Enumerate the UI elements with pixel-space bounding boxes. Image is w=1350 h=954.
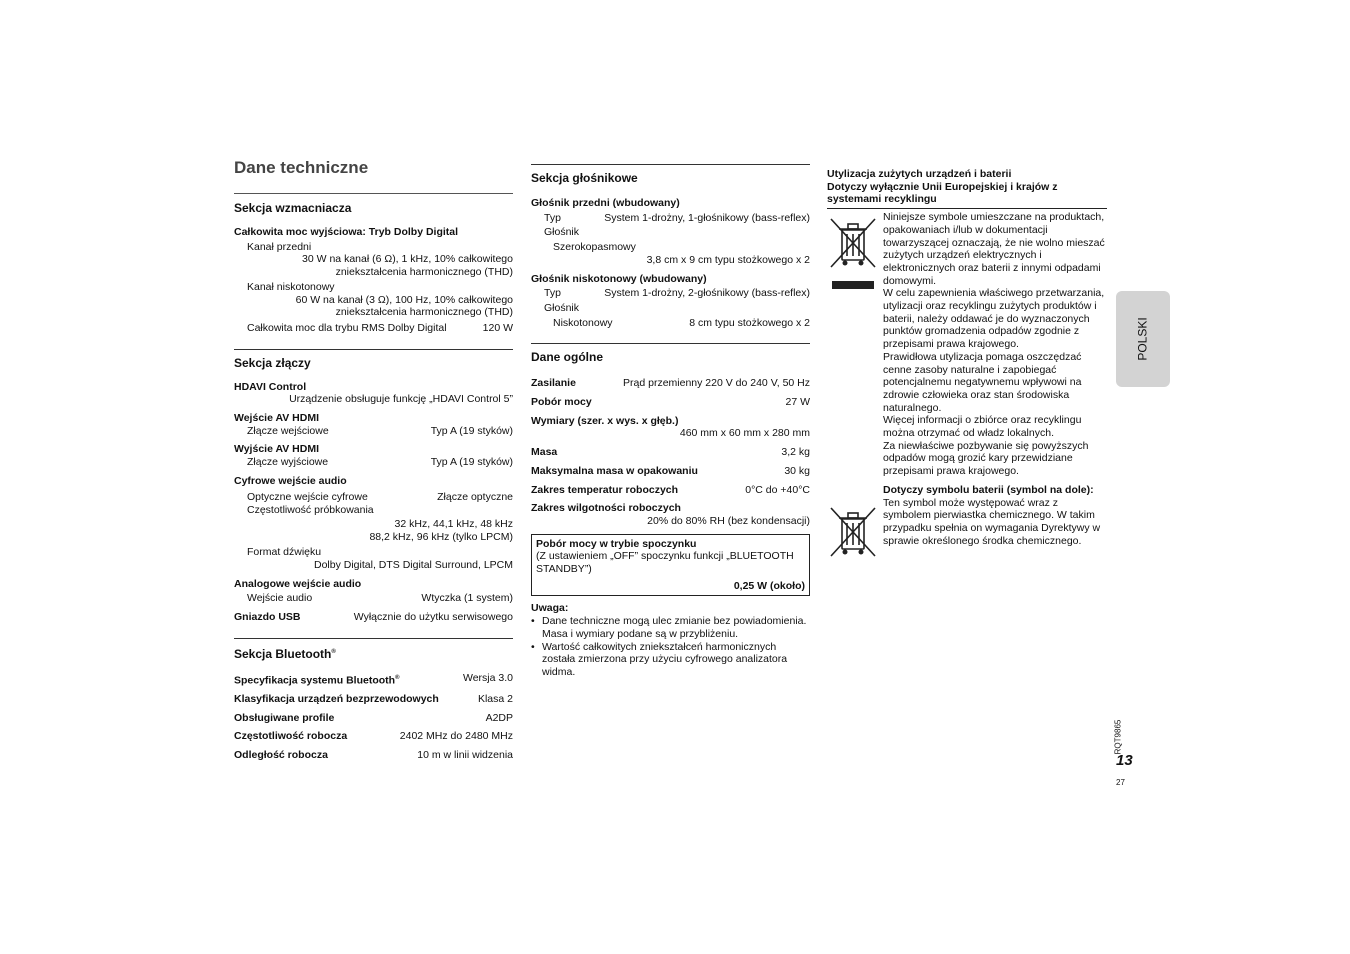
usb-row — [234, 611, 513, 624]
bt-spec-label: Specyfikacja systemu Bluetooth® — [234, 674, 400, 687]
notes-list — [531, 615, 810, 679]
sampling-label: Częstotliwość próbkowania — [247, 504, 374, 517]
bt-spec-row — [234, 672, 513, 687]
gen-maxmass-row — [531, 465, 810, 478]
gen-mass-value: 3,2 kg — [781, 446, 810, 459]
bt-dist-value: 10 m w linii widzenia — [417, 749, 513, 762]
spk-sub-type-value: System 1-drożny, 2-głośnikowy (bass-reflex) — [604, 287, 810, 300]
analog-value: Wtyczka (1 system) — [421, 592, 513, 605]
optical-label: Optyczne wejście cyfrowe — [247, 490, 368, 503]
spk-sub-label: Głośnik niskotonowy (wbudowany) — [531, 272, 707, 285]
standby-value: 0,25 W (około) — [733, 579, 805, 592]
amp-front-line1: 30 W na kanał (6 Ω), 1 kHz, 10% całkowitego — [302, 253, 513, 266]
optical-value: Złącze optyczne — [437, 490, 513, 503]
gen-mass-label: Masa — [531, 446, 558, 459]
gen-temp-label: Zakres temperatur roboczych — [531, 483, 679, 496]
recycle-heading-1: Utylizacja zużytych urządzeń i baterii — [827, 168, 1012, 180]
gen-power-row — [531, 377, 810, 390]
spk-woofer-value: 8 cm typu stożkowego x 2 — [689, 316, 810, 329]
page-title: Dane techniczne — [234, 150, 513, 194]
recycle-p3: Prawidłowa utylizacja pomaga oszczędzać cenne zasoby naturalne i zapobiegać potencjalnemu negatywnemu wpływowi na zdrowie człowieka oraz stan środowiska naturalnego. — [883, 350, 1082, 414]
gen-hum-value: 20% do 80% RH (bez kondensacji) — [647, 514, 810, 527]
spk-woofer-row — [531, 317, 810, 330]
gen-dim-label: Wymiary (szer. x wys. x głęb.) — [531, 414, 679, 427]
gen-temp-value: 0°C do +40°C — [745, 483, 810, 496]
gen-heading: Dane ogólne — [531, 350, 604, 365]
hdmi-out-row — [234, 456, 513, 469]
standby-title: Pobór mocy w trybie spoczynku — [536, 537, 697, 550]
bt-dist-label: Odległość robocza — [234, 749, 328, 762]
spk-wide-label: Szerokopasmowy — [553, 241, 636, 254]
bt-freq-label: Częstotliwość robocza — [234, 730, 348, 743]
gen-maxmass-value: 30 kg — [784, 464, 810, 477]
amp-rms-row — [234, 322, 513, 335]
hdavi-value: Urządzenie obsługuje funkcję „HDAVI Control 5” — [289, 393, 513, 406]
gen-cons-label: Pobór mocy — [531, 396, 592, 409]
gen-temp-row — [531, 484, 810, 497]
recycle-p2: W celu zapewnienia właściwego przetwarzania, utylizacji oraz recyklingu zużytych produktów i baterii, należy oddawać je do wyznaczonych punktów gromadzenia odpadów zgodnie z przepisami prawa krajowego. — [883, 287, 1105, 351]
doc-code-wrap — [1112, 718, 1126, 756]
sampling-line1: 32 kHz, 44,1 kHz, 48 kHz — [394, 517, 513, 530]
analog-row — [234, 592, 513, 605]
hdmi-in-sub: Złącze wejściowe — [247, 424, 329, 437]
battery-heading: Dotyczy symbolu baterii (symbol na dole): — [883, 483, 1094, 496]
bt-dist-row — [234, 749, 513, 762]
spk-sub-type-row — [531, 287, 810, 300]
digital-label: Cyfrowe wejście audio — [234, 474, 347, 487]
hdmi-out-value: Typ A (19 styków) — [430, 456, 513, 469]
spk-front-type-value: System 1-drożny, 1-głośnikowy (bass-reflex) — [604, 211, 810, 224]
conn-heading: Sekcja złączy — [234, 355, 311, 370]
amp-sub-line2: zniekształcenia harmonicznego (THD) — [335, 306, 513, 319]
spk-woofer-label: Niskotonowy — [553, 316, 613, 329]
gen-maxmass-label: Maksymalna masa w opakowaniu — [531, 464, 698, 477]
optical-row — [234, 491, 513, 504]
amp-front-label: Kanał przedni — [247, 240, 312, 253]
spk-front-type-row — [531, 212, 810, 225]
gen-power-value: Prąd przemienny 220 V do 240 V, 50 Hz — [623, 377, 810, 390]
usb-label: Gniazdo USB — [234, 611, 301, 624]
spk-front-type-label: Typ — [544, 211, 561, 224]
crossed-bin-icon — [828, 216, 878, 270]
amp-front-line2: zniekształcenia harmonicznego (THD) — [335, 266, 513, 279]
hdavi-label: HDAVI Control — [234, 380, 307, 393]
language-tab-label: POLSKI — [1135, 317, 1150, 361]
gen-mass-row — [531, 446, 810, 459]
format-label: Format dźwięku — [247, 546, 322, 559]
bt-freq-value: 2402 MHz do 2480 MHz — [399, 730, 513, 743]
amp-sub-line1: 60 W na kanał (3 Ω), 100 Hz, 10% całkowitego — [295, 293, 513, 306]
page-number: 13 — [1116, 752, 1133, 769]
page-number-small: 27 — [1116, 778, 1125, 787]
column-middle — [531, 150, 810, 679]
amp-sub-label: Kanał niskotonowy — [247, 280, 335, 293]
spk-wide-value: 3,8 cm x 9 cm typu stożkowego x 2 — [646, 253, 810, 266]
spk-sub-speaker-label: Głośnik — [544, 301, 580, 314]
bt-profile-row — [234, 712, 513, 725]
bt-class-row — [234, 693, 513, 706]
hdmi-in-row — [234, 425, 513, 438]
amp-rms-label: Całkowita moc dla trybu RMS Dolby Digital — [247, 321, 447, 334]
gen-cons-row — [531, 396, 810, 409]
gen-power-label: Zasilanie — [531, 377, 576, 390]
black-bar-icon — [832, 281, 874, 289]
gen-hum-label: Zakres wilgotności roboczych — [531, 502, 681, 515]
amp-rms-value: 120 W — [482, 321, 513, 334]
analog-sub: Wejście audio — [247, 592, 313, 605]
hdmi-out-sub: Złącze wyjściowe — [247, 456, 329, 469]
bt-class-label: Klasyfikacja urządzeń bezprzewodowych — [234, 693, 439, 706]
standby-text: (Z ustawieniem „OFF” spoczynku funkcji „BLUETOOTH STANDBY”) — [536, 550, 794, 576]
recycle-rule — [827, 208, 1107, 209]
spk-front-label: Głośnik przedni (wbudowany) — [531, 197, 680, 209]
analog-label: Analogowe wejście audio — [234, 577, 362, 590]
amp-heading: Sekcja wzmacniacza — [234, 201, 352, 215]
gen-cons-value: 27 W — [785, 396, 810, 409]
hdmi-out-label: Wyjście AV HDMI — [234, 443, 319, 456]
bt-heading: Sekcja Bluetooth® — [234, 646, 336, 661]
format-value: Dolby Digital, DTS Digital Surround, LPCM — [314, 559, 513, 572]
bt-profile-label: Obsługiwane profile — [234, 711, 335, 724]
note-label: Uwaga: — [531, 602, 569, 615]
doc-code: RQT9865 — [1113, 719, 1123, 755]
bt-spec-value: Wersja 3.0 — [463, 671, 513, 684]
recycle-heading-2: Dotyczy wyłącznie Unii Europejskiej i krajów z systemami recyklingu — [827, 180, 1058, 206]
spk-front-speaker-label: Głośnik — [544, 226, 580, 239]
standby-box — [531, 534, 810, 597]
language-tab — [1116, 291, 1170, 387]
spk-sub-type-label: Typ — [544, 287, 561, 300]
gen-dim-value: 460 mm x 60 mm x 280 mm — [679, 427, 810, 440]
hdmi-in-value: Typ A (19 styków) — [430, 424, 513, 437]
spk-heading: Sekcja głośnikowe — [531, 171, 638, 185]
recycle-body — [883, 211, 1105, 547]
amp-total-label: Całkowita moc wyjściowa: Tryb Dolby Digital — [234, 226, 459, 238]
recycle-p4: Więcej informacji o zbiórce oraz recyklingu można otrzymać od władz lokalnych. — [883, 414, 1082, 440]
note-item: • Wartość całkowitych zniekształceń harmonicznych została zmierzona przy użyciu cyfrowego analizatora widma. — [531, 641, 810, 679]
bt-profile-value: A2DP — [485, 711, 513, 724]
note-item: • Dane techniczne mogą ulec zmianie bez powiadomienia. Masa i wymiary podane są w przybliżeniu. — [531, 615, 810, 640]
crossed-battery-bin-icon — [828, 505, 878, 559]
battery-text: Ten symbol może występować wraz z symbolem pierwiastka chemicznego. W takim przypadku spełnia on wymagania Dyrektywy w sprawie określonego środka chemicznego. — [883, 496, 1101, 547]
hdmi-in-label: Wejście AV HDMI — [234, 412, 319, 425]
usb-value: Wyłącznie do użytku serwisowego — [353, 611, 513, 624]
bt-class-value: Klasa 2 — [477, 693, 513, 706]
column-left — [234, 150, 513, 762]
bt-freq-row — [234, 730, 513, 743]
recycle-p5: Za niewłaściwe pozbywanie się powyższych odpadów mogą grozić kary przewidziane przepisami prawa krajowego. — [883, 439, 1089, 478]
recycle-p1: Niniejsze symbole umieszczane na produktach, opakowaniach i/lub w dokumentacji towarzyszącej oznaczają, że nie wolno mieszać zużytych urządzeń elektrycznych i elektronicznych oraz baterii z innymi odpadami domowymi. — [883, 211, 1105, 287]
sampling-line2: 88,2 kHz, 96 kHz (tylko LPCM) — [369, 530, 513, 543]
